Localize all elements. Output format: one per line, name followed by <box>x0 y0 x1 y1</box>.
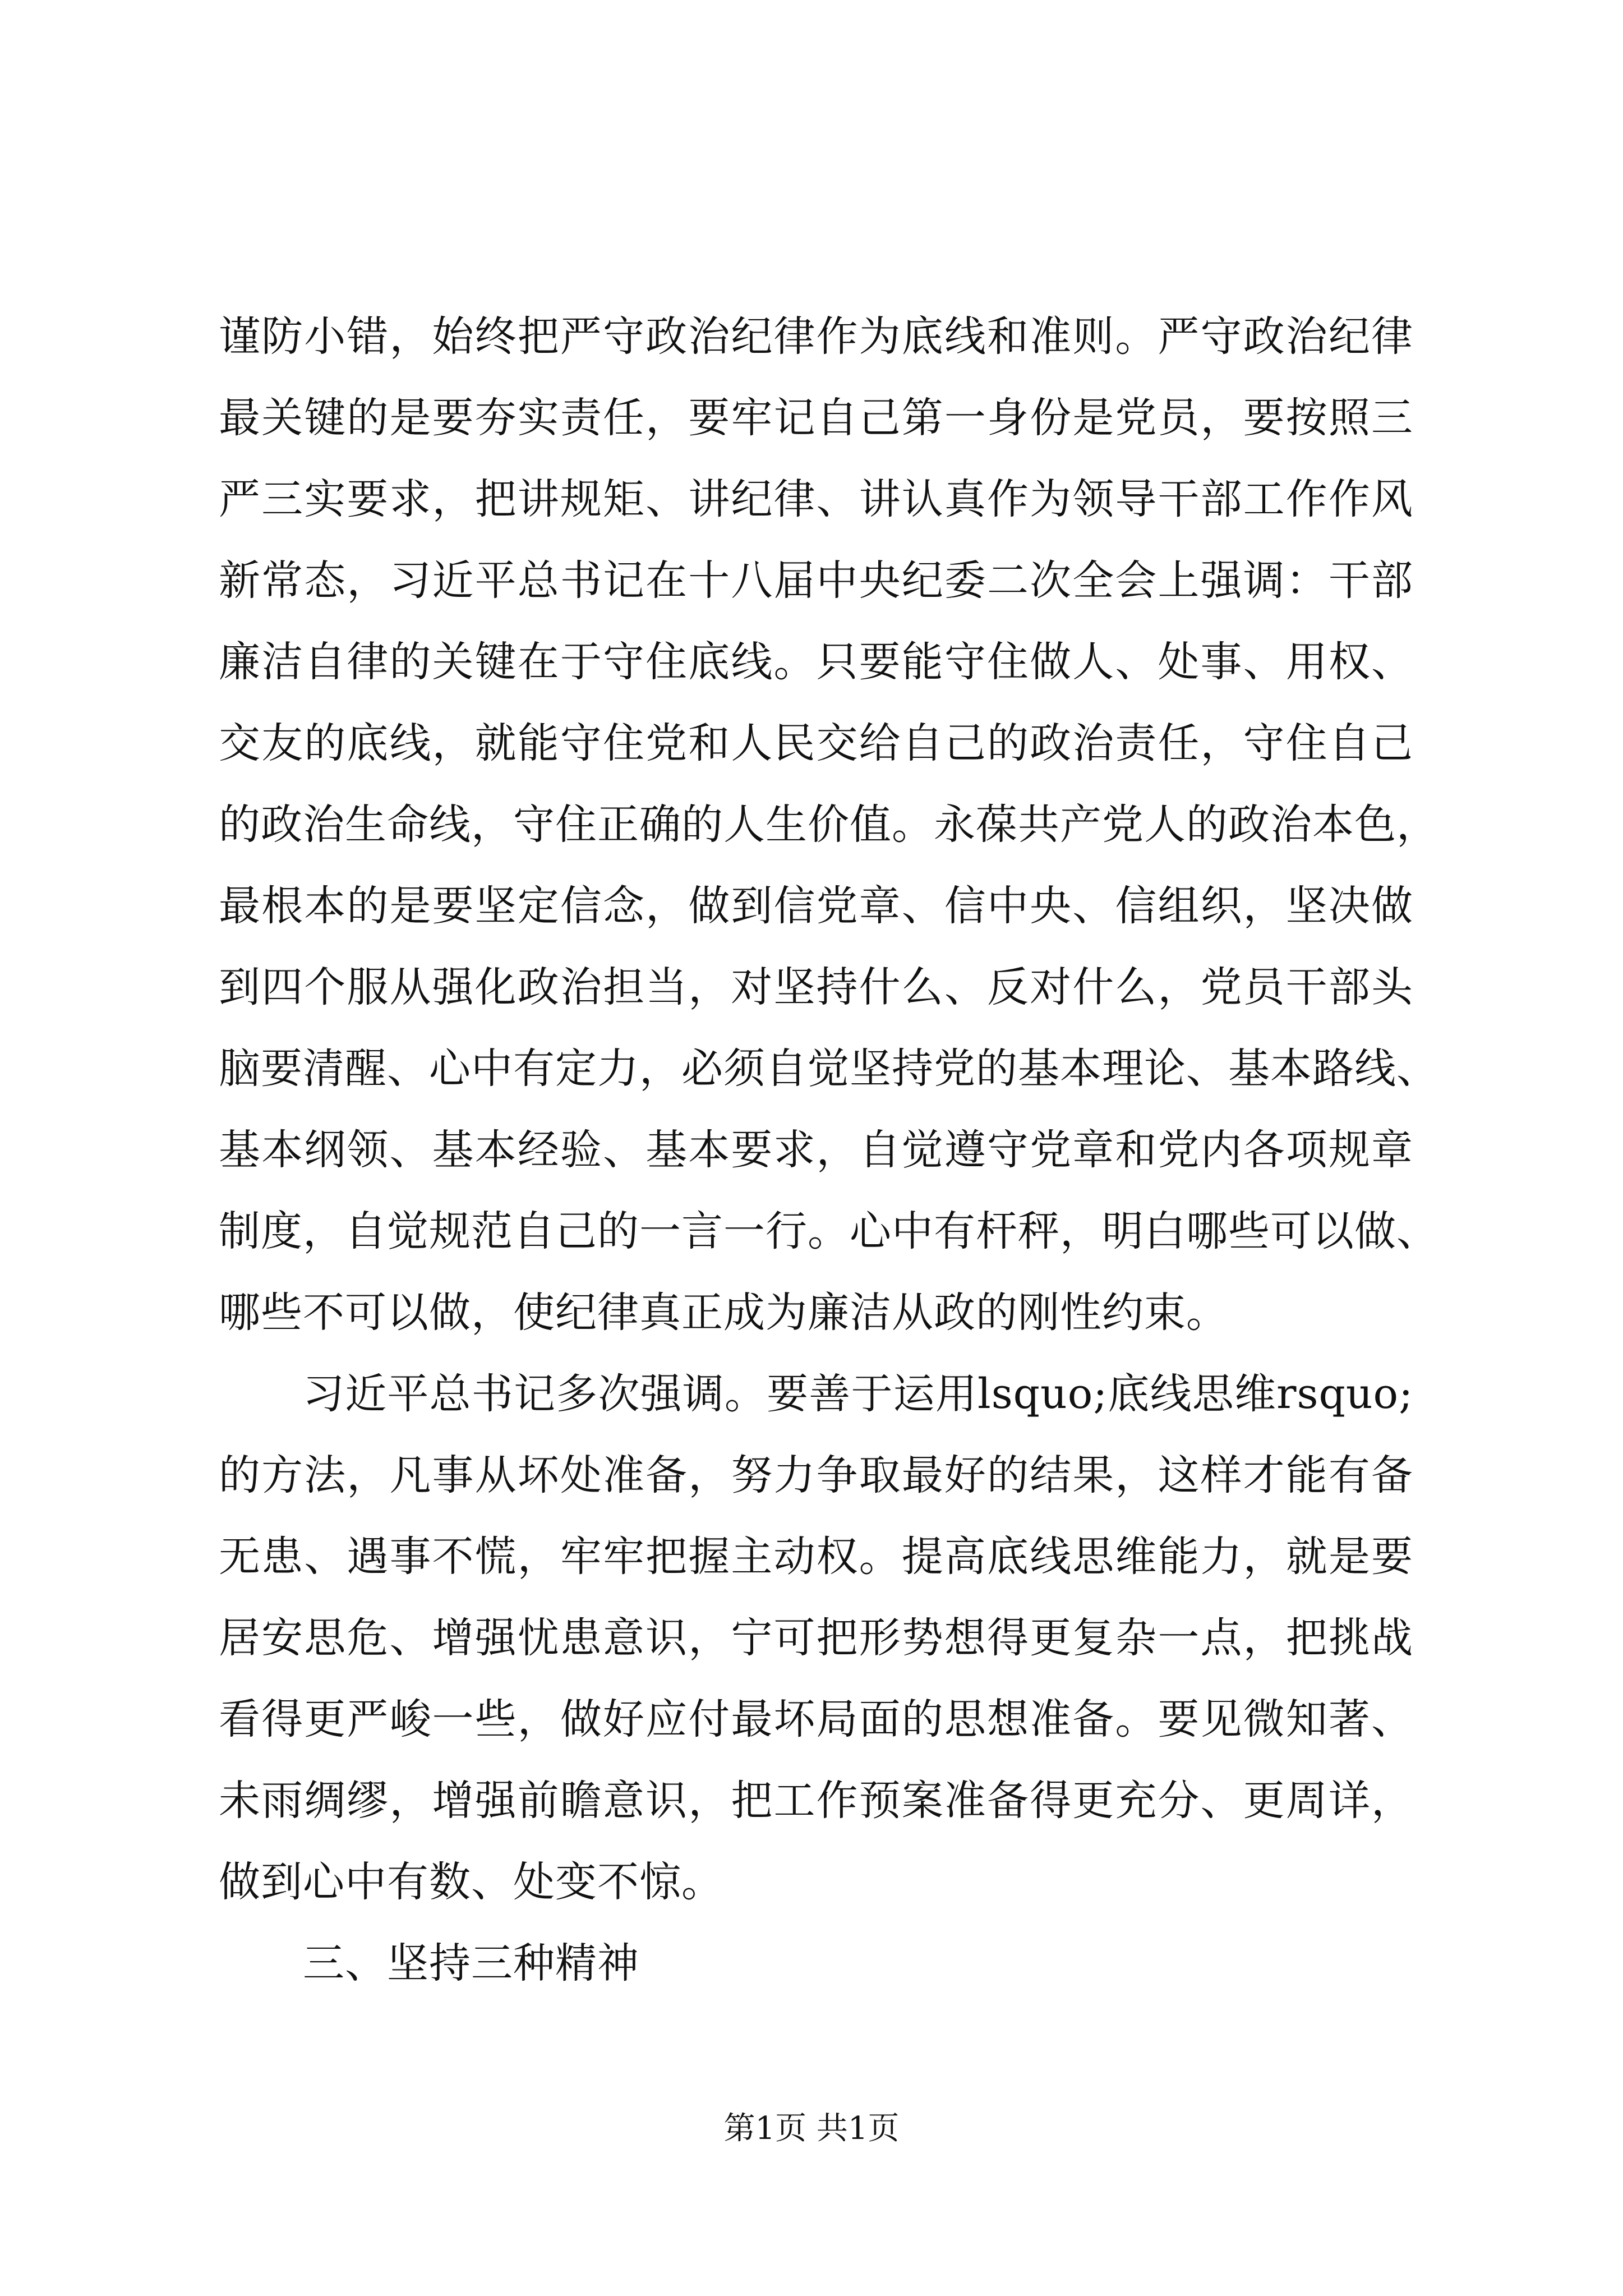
text-line: 脑要清醒、心中有定力，必须自觉坚持党的基本理论、基本路线、 <box>219 1045 1438 1093</box>
text-line: 居安思危、增强忧患意识，宁可把形势想得更复杂一点，把挑战 <box>219 1614 1413 1662</box>
text-line: 交友的底线，就能守住党和人民交给自己的政治责任，守住自己 <box>219 719 1413 767</box>
document-body <box>219 296 1438 2004</box>
text-line: 的政治生命线，守住正确的人生价值。永葆共产党人的政治本色， <box>219 800 1438 849</box>
text-line: 最关键的是要夯实责任，要牢记自己第一身份是党员，要按照三 <box>219 394 1413 442</box>
text-line: 习近平总书记多次强调。要善于运用lsquo;底线思维rsquo; <box>303 1370 1413 1418</box>
text-line: 严三实要求，把讲规矩、讲纪律、讲认真作为领导干部工作作风 <box>219 475 1413 523</box>
text-line: 的方法，凡事从坏处准备，努力争取最好的结果，这样才能有备 <box>219 1451 1413 1499</box>
text-line: 未雨绸缪，增强前瞻意识，把工作预案准备得更充分、更周详， <box>219 1777 1413 1825</box>
paragraph-1 <box>219 296 1438 1354</box>
text-line: 看得更严峻一些，做好应付最坏局面的思想准备。要见微知著、 <box>219 1695 1413 1743</box>
section-heading: 三、坚持三种精神 <box>303 1939 639 1987</box>
text-line: 哪些不可以做，使纪律真正成为廉洁从政的刚性约束。 <box>219 1289 1228 1337</box>
page-footer: 第1页 共1页 <box>723 2110 900 2147</box>
text-line: 到四个服从强化政治担当，对坚持什么、反对什么，党员干部头 <box>219 963 1413 1011</box>
text-line: 新常态，习近平总书记在十八届中央纪委二次全会上强调：干部 <box>219 556 1413 605</box>
text-line: 制度，自觉规范自己的一言一行。心中有杆秤，明白哪些可以做、 <box>219 1207 1438 1255</box>
text-line: 最根本的是要坚定信念，做到信党章、信中央、信组织，坚决做 <box>219 882 1413 930</box>
text-line: 谨防小错，始终把严守政治纪律作为底线和准则。严守政治纪律 <box>219 312 1413 361</box>
text-line: 廉洁自律的关键在于守住底线。只要能守住做人、处事、用权、 <box>219 638 1413 686</box>
text-line: 无患、遇事不慌，牢牢把握主动权。提高底线思维能力，就是要 <box>219 1533 1413 1581</box>
text-line: 做到心中有数、处变不惊。 <box>219 1858 723 1906</box>
text-line: 基本纲领、基本经验、基本要求，自觉遵守党章和党内各项规章 <box>219 1126 1413 1174</box>
paragraph-2 <box>219 1354 1413 1923</box>
